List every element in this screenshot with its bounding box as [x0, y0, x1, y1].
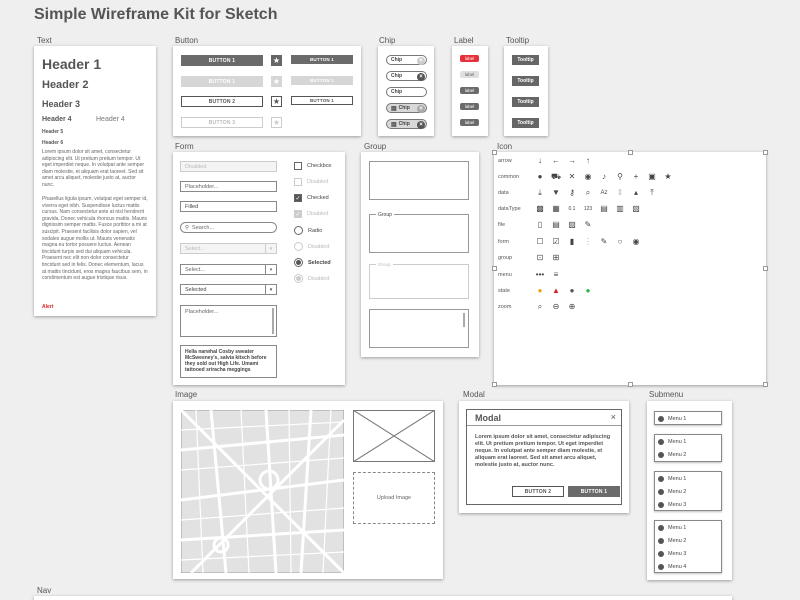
icon-row-label: data	[498, 190, 509, 196]
arrow-left-icon: ←	[552, 156, 560, 165]
header-2: Header 2	[42, 79, 89, 91]
arrow-down-icon: ↓	[538, 156, 542, 165]
close-icon[interactable]: ×	[417, 105, 425, 113]
radio-label: Selected	[308, 259, 331, 266]
bool-type-icon: ▥	[616, 204, 624, 213]
chip-label: Chip	[391, 73, 403, 79]
tooltip-right: Tooltip	[512, 76, 539, 86]
modal-title: Modal	[475, 413, 501, 423]
search-input[interactable]	[180, 222, 277, 233]
close-icon[interactable]: ×	[610, 412, 616, 422]
more-horizontal-icon: •••	[535, 270, 545, 279]
radio[interactable]	[294, 226, 322, 235]
label-card	[452, 46, 488, 136]
bell-icon: ♪	[602, 172, 606, 181]
menu-item[interactable]	[655, 522, 686, 534]
form-card	[173, 152, 345, 385]
star-icon-button-outline-disabled[interactable]: ★	[272, 118, 281, 127]
search-icon: ⌕	[585, 188, 591, 197]
section-label-image: Image	[175, 390, 198, 399]
arrow-right-icon: →	[568, 156, 576, 165]
select-text: Selected	[185, 286, 207, 293]
submenu-group-3	[654, 471, 722, 511]
radio-selected[interactable]	[294, 258, 331, 267]
chip-label: Chip	[391, 57, 403, 63]
icon-row-label: file	[498, 222, 506, 228]
button-1-small-disabled[interactable]: BUTTON 1	[291, 76, 353, 85]
group-box-scroll	[369, 309, 469, 348]
text-type-icon: ▤	[600, 204, 608, 213]
section-label-text: Text	[37, 36, 52, 45]
checkbox-checked-icon: ☑	[552, 237, 560, 246]
selection-handle[interactable]	[492, 266, 497, 271]
info-icon: ●	[569, 286, 575, 295]
modal-body: Lorem ipsum dolor sit amet, consectetur adipiscing elit. Ut pretium pretium tempor. Ut eget imperdiet neque. In volutpat ante semper diam molestie, et aliquam erat laoreet. Sed sit amet arcu aliquet, molestie justo at, auctor nunc.	[475, 434, 611, 468]
section-label-nav: Nav	[37, 586, 52, 595]
selection-handle[interactable]	[628, 150, 633, 155]
menu-item[interactable]	[655, 436, 686, 448]
radio-circle[interactable]	[294, 242, 303, 251]
zoom-in-icon: ⊕	[568, 302, 576, 311]
close-icon[interactable]: ×	[417, 57, 425, 65]
section-label-submenu: Submenu	[649, 390, 684, 399]
submenu-group-1	[654, 411, 722, 425]
map-image	[181, 410, 344, 573]
textarea-filled[interactable]	[180, 345, 277, 378]
icon-card	[494, 152, 766, 385]
section-label-label: Label	[454, 36, 474, 45]
label-dark-2: label	[460, 103, 479, 110]
button-2-outline[interactable]: BUTTON 2	[181, 96, 263, 107]
check-icon[interactable]: ✓	[295, 211, 301, 218]
upload-icon: ⤒	[650, 188, 654, 197]
zoom-icon: ⌕	[537, 302, 543, 311]
chart-type-icon: ▧	[632, 204, 640, 213]
scrollbar[interactable]	[272, 308, 274, 334]
bag-icon: ▣	[648, 172, 656, 181]
menu-item-label: Menu 1	[668, 416, 687, 422]
menu-item-label: Menu 1	[668, 525, 687, 531]
image-placeholder	[353, 410, 435, 462]
icon-row-label: menu	[498, 272, 512, 278]
menu-item[interactable]	[655, 499, 686, 511]
selection-handle[interactable]	[763, 382, 768, 387]
alert-text: Alert	[42, 304, 54, 310]
key-icon: ⚷	[569, 188, 575, 197]
star-icon-button-disabled[interactable]: ★	[272, 77, 281, 86]
user-icon	[658, 538, 664, 544]
number-type-icon: 0.1	[568, 206, 576, 212]
header-4-light: Header 4	[96, 116, 125, 123]
radio-circle[interactable]	[294, 274, 303, 283]
select-selected[interactable]	[180, 284, 277, 295]
menu-item-label: Menu 1	[668, 476, 687, 482]
group-card	[361, 152, 479, 357]
textarea-text: Hella narwhal Cosby sweater McSweeney's, salvia kitsch before they sold out High Life. Umami tattooed sriracha meggings	[185, 349, 267, 373]
radio-empty-icon: ○	[617, 237, 623, 246]
group-box-titled	[369, 214, 469, 253]
checkbox[interactable]	[294, 162, 331, 170]
header-5: Header 5	[42, 129, 64, 135]
radio-selected-icon: ◉	[632, 237, 640, 246]
user-icon	[658, 439, 664, 445]
checkbox-box[interactable]	[294, 178, 302, 186]
error-triangle-icon: ▲	[552, 286, 560, 295]
section-label-form: Form	[175, 142, 194, 151]
group-title: Group	[378, 262, 391, 267]
pin-icon: ⚲	[617, 172, 623, 181]
group-box-disabled	[369, 264, 469, 299]
tooltip-card	[504, 46, 548, 136]
header-3: Header 3	[42, 99, 81, 109]
menu-item-label: Menu 2	[668, 489, 687, 495]
icon-row-label: state	[498, 288, 510, 294]
selection-handle[interactable]	[763, 150, 768, 155]
header-6: Header 6	[42, 140, 64, 146]
nav-card	[34, 596, 732, 600]
icon-row-label: group	[498, 255, 513, 261]
radio-label: Radio	[308, 227, 323, 234]
selection-handle[interactable]	[492, 150, 497, 155]
modal-button-1[interactable]: BUTTON 1	[568, 486, 620, 497]
filled-input[interactable]: Filled	[180, 201, 277, 212]
calendar-icon: ▦	[552, 204, 560, 213]
menu-item-label: Menu 3	[668, 502, 687, 508]
icon-row-label: arrow	[498, 158, 512, 164]
doc-icon: ▤	[391, 105, 397, 112]
file-image-icon: ▨	[568, 220, 576, 229]
trash-icon: ▮	[569, 237, 575, 246]
sort-alpha-icon: Az	[600, 190, 608, 196]
tooltip-top: Tooltip	[512, 55, 539, 65]
radio-disabled[interactable]	[294, 242, 329, 251]
icon-row-label: zoom	[498, 304, 512, 310]
hamburger-menu-icon: ≡	[553, 270, 559, 279]
submenu-group-4	[654, 520, 722, 573]
integer-type-icon: 123	[583, 206, 593, 212]
close-icon: ✕	[568, 172, 576, 181]
radio-label: Disabled	[308, 243, 330, 250]
submenu-group-2	[654, 434, 722, 462]
file-text-icon: ▤	[552, 220, 560, 229]
warning-circle-icon: ●	[537, 286, 543, 295]
selection-handle[interactable]	[492, 382, 497, 387]
user-icon	[658, 502, 664, 508]
select-text: Select...	[185, 266, 205, 273]
menu-item-label: Menu 1	[668, 439, 687, 445]
button-card	[173, 46, 361, 136]
upload-image-area[interactable]: Upload Image	[353, 472, 435, 524]
ungroup-icon: ⊞	[552, 253, 560, 262]
menu-item[interactable]	[655, 548, 686, 560]
button-1-primary[interactable]: BUTTON 1	[181, 55, 263, 66]
check-icon[interactable]: ✓	[295, 195, 301, 202]
select-text: Select...	[185, 245, 205, 252]
modal-button-2[interactable]: BUTTON 2	[512, 486, 564, 497]
menu-item[interactable]	[655, 473, 686, 485]
chip-label: Chip	[391, 89, 403, 95]
image-type-icon: ▩	[536, 204, 544, 213]
menu-item-label: Menu 2	[668, 452, 687, 458]
label-light: label	[460, 71, 479, 78]
success-check-icon: ●	[585, 286, 591, 295]
chevron-down-icon: ▾	[265, 244, 276, 253]
user-icon: ●	[537, 172, 543, 181]
header-1: Header 1	[42, 56, 102, 72]
group-box-plain	[369, 161, 469, 200]
checkbox-label: Checked	[307, 195, 329, 201]
user-icon	[658, 416, 664, 422]
header-4: Header 4	[42, 116, 72, 123]
checkbox-label: Disabled	[307, 211, 329, 217]
button-3-outline-disabled[interactable]: BUTTON 3	[181, 117, 263, 128]
textarea-placeholder[interactable]	[180, 305, 277, 337]
chip-label: Chip	[398, 105, 410, 111]
label-red: label	[460, 55, 479, 62]
checkbox-checked-disabled[interactable]	[294, 210, 328, 218]
drag-handle-icon: ⋮	[584, 237, 592, 246]
page-title: Simple Wireframe Kit for Sketch	[34, 6, 278, 23]
checkbox-label: Checkbox	[307, 163, 332, 169]
file-edit-icon: ✎	[584, 220, 592, 229]
filter-icon: ▼	[552, 188, 560, 197]
zoom-out-icon: ⊖	[552, 302, 560, 311]
group-title: Group	[378, 212, 392, 218]
sort-asc-icon: ▴	[633, 188, 638, 197]
checkbox-empty-icon: ☐	[536, 237, 544, 246]
user-icon	[658, 551, 664, 557]
search-icon: ⚲	[185, 224, 190, 231]
button-1-disabled[interactable]: BUTTON 1	[181, 76, 263, 87]
checkbox-checked[interactable]	[294, 194, 329, 202]
tooltip-bottom: Tooltip	[512, 118, 539, 128]
menu-item[interactable]	[655, 486, 686, 498]
image-card	[173, 401, 443, 579]
pencil-icon: ✎	[600, 237, 608, 246]
select-disabled[interactable]	[180, 243, 277, 254]
chip-plain[interactable]	[386, 87, 427, 97]
icon-row-label: dataType	[498, 206, 521, 212]
close-icon[interactable]: ×	[417, 121, 425, 129]
scrollbar[interactable]	[463, 313, 465, 327]
paragraph-2: Phasellus ligula ipsum, volutpat eget semper id, viverra eget nibh. Suspendisse luctus mattis cursus. Nam consectetur ante at nisl hendrerit gravida. Donec vehicula rhoncus mattis. Mauris dignissim semper mattis. Fusce porttitor a mi at suscipit. Praesent facilisis dolor sapien, vel sodales augue mollis ut. Mauris venenatis magna eu tortor posuere luctus. Aenean tincidunt turpis sed dui aliquam vehicula. Praesent nec elit non dolor consectetur tincidunt sed in felis. Donec elementum, lacus at mattis tincidunt, eros magna faucibus sem, in condimentum est augue tristique risus.	[42, 196, 148, 282]
icon-row-label: form	[498, 239, 509, 245]
chip-card	[378, 46, 434, 136]
search-placeholder: Search...	[192, 224, 215, 231]
chip-outline-dark-x[interactable]	[386, 71, 427, 81]
textarea-text: Placeholder...	[185, 309, 219, 315]
eye-icon: ◉	[584, 172, 592, 181]
menu-item-label: Menu 2	[668, 538, 687, 544]
file-icon: ▯	[537, 220, 543, 229]
group-icon: ⊡	[536, 253, 544, 262]
star-icon-button-outline[interactable]: ★	[272, 97, 281, 106]
user-icon	[658, 564, 664, 570]
selection-handle[interactable]	[628, 382, 633, 387]
cart-icon: ⛟	[551, 172, 562, 181]
selection-handle[interactable]	[763, 266, 768, 271]
doc-icon: ▤	[391, 121, 397, 128]
plus-icon: +	[633, 172, 639, 181]
section-label-icon: Icon	[497, 142, 513, 151]
section-label-modal: Modal	[463, 390, 485, 399]
arrow-up-icon: ↑	[586, 156, 590, 165]
checkbox-box[interactable]	[294, 162, 302, 170]
chip-filled-dark-x[interactable]	[386, 119, 427, 129]
modal-dialog	[466, 409, 622, 505]
sort-icon: ⇕	[616, 188, 624, 197]
radio-label: Disabled	[308, 275, 330, 282]
user-icon	[658, 452, 664, 458]
chip-outline[interactable]	[386, 55, 427, 65]
label-dark: label	[460, 87, 479, 94]
submenu-card	[647, 401, 732, 580]
disabled-input[interactable]: Disabled	[180, 161, 277, 172]
button-1-small-outline[interactable]: BUTTON 1	[291, 96, 353, 105]
chip-filled[interactable]	[386, 103, 427, 113]
menu-item-label: Menu 4	[668, 564, 687, 570]
tooltip-left: Tooltip	[512, 97, 539, 107]
section-label-chip: Chip	[379, 36, 396, 45]
button-1-small[interactable]: BUTTON 1	[291, 55, 353, 64]
menu-item[interactable]	[655, 413, 686, 425]
star-icon-button[interactable]: ★	[272, 56, 281, 65]
download-icon: ⤓	[538, 188, 542, 197]
text-card	[34, 46, 156, 316]
menu-item[interactable]	[655, 449, 686, 461]
chip-label: Chip	[398, 121, 410, 127]
section-label-button: Button	[175, 36, 199, 45]
chevron-down-icon: ▾	[265, 265, 276, 274]
section-label-group: Group	[364, 142, 387, 151]
menu-item[interactable]	[655, 561, 686, 573]
modal-card	[459, 401, 629, 513]
label-dark-3: label	[460, 119, 479, 126]
user-icon	[658, 489, 664, 495]
menu-item[interactable]	[655, 535, 686, 547]
placeholder-input[interactable]: Placeholder...	[180, 181, 277, 192]
radio-circle[interactable]	[294, 258, 303, 267]
close-icon[interactable]: ×	[417, 73, 425, 81]
radio-selected-disabled[interactable]	[294, 274, 329, 283]
star-icon: ★	[664, 172, 672, 181]
chevron-down-icon: ▾	[265, 285, 276, 294]
checkbox-label: Disabled	[307, 179, 329, 185]
section-label-tooltip: Tooltip	[506, 36, 530, 45]
paragraph-1: Lorem ipsum dolor sit amet, consectetur adipiscing elit. Ut pretium pretium tempor. Ut eget imperdiet neque. In volutpat ante semper diam molestie, et aliquam erat laoreet. Sed sit amet arcu aliquet, molestie justo at, auctor nunc.	[42, 149, 145, 188]
user-icon	[658, 525, 664, 531]
select-dropdown[interactable]	[180, 264, 277, 275]
icon-row-label: common	[498, 174, 520, 180]
menu-item-label: Menu 3	[668, 551, 687, 557]
radio-circle[interactable]	[294, 226, 303, 235]
checkbox-disabled[interactable]	[294, 178, 328, 186]
user-icon	[658, 476, 664, 482]
